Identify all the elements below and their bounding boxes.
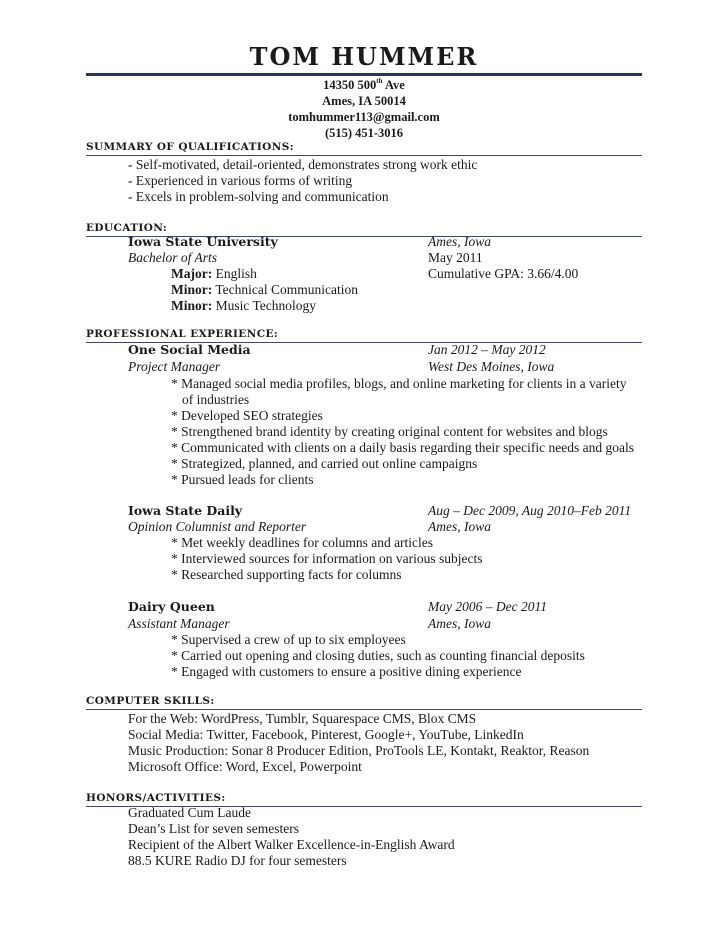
email-address[interactable]: tomhummer113@gmail.com [288,110,440,124]
skill-item: Microsoft Office: Word, Excel, Powerpoint [128,759,362,774]
education-heading: EDUCATION: [86,222,168,234]
minor: Minor: Technical Communication [171,282,359,297]
skill-item: For the Web: WordPress, Tumblr, Squarespace CMS, Blox CMS [128,711,477,726]
candidate-name: TOM HUMMER [249,42,479,71]
experience-heading: PROFESSIONAL EXPERIENCE: [86,328,279,340]
job-bullet: * Strategized, planned, and carried out online campaigns [171,456,478,471]
job-location: West Des Moines, Iowa [428,359,555,374]
city-state-zip: Ames, IA 50014 [322,94,406,108]
employer-name: Iowa State Daily [128,503,243,518]
job-bullet: * Strengthened brand identity by creating original content for websites and blogs [171,424,608,439]
employer-name: Dairy Queen [128,599,215,614]
job-title: Opinion Columnist and Reporter [128,519,307,534]
job-bullet: * Pursued leads for clients [171,472,314,487]
honor-item: Recipient of the Albert Walker Excellence-in-English Award [128,837,455,852]
skill-item: Music Production: Sonar 8 Producer Edition, ProTools LE, Kontakt, Reaktor, Reason [128,743,590,758]
honors-heading: HONORS/ACTIVITIES: [86,792,226,804]
phone-number: (515) 451-3016 [324,126,404,140]
honor-item: Graduated Cum Laude [128,805,251,820]
school-location: Ames, Iowa [428,234,491,249]
employer-name: One Social Media [128,342,251,357]
job-bullet: * Supervised a crew of up to six employees [171,632,406,647]
job-bullet: * Communicated with clients on a daily basis regarding their specific needs and goals [171,440,635,455]
job-bullet: * Met weekly deadlines for columns and articles [171,535,434,550]
gpa: Cumulative GPA: 3.66/4.00 [428,266,579,281]
job-dates: May 2006 – Dec 2011 [428,599,547,614]
job-location: Ames, Iowa [428,616,491,631]
header-divider [86,73,642,76]
job-bullet: * Researched supporting facts for columns [171,567,402,582]
minor: Minor: Music Technology [171,298,317,313]
job-bullet: * Developed SEO strategies [171,408,323,423]
honor-item: 88.5 KURE Radio DJ for four semesters [128,853,347,868]
job-title: Project Manager [128,359,221,374]
job-dates: Aug – Dec 2009, Aug 2010–Feb 2011 [428,503,632,518]
skills-divider [86,709,642,710]
job-bullet: * Interviewed sources for information on various subjects [171,551,483,566]
degree: Bachelor of Arts [128,250,217,265]
skills-heading: COMPUTER SKILLS: [86,695,215,707]
summary-divider [86,155,642,156]
summary-item: - Self-motivated, detail-oriented, demonstrates strong work ethic [128,157,478,172]
job-bullet: * Managed social media profiles, blogs, and online marketing for clients in a variety [171,376,627,391]
summary-item: - Excels in problem-solving and communication [128,189,389,204]
street-address: 14350 500th Ave [323,77,405,92]
honor-item: Dean’s List for seven semesters [128,821,299,836]
job-title: Assistant Manager [128,616,230,631]
summary-item: - Experienced in various forms of writing [128,173,353,188]
job-dates: Jan 2012 – May 2012 [428,342,546,357]
job-bullet: * Carried out opening and closing duties, such as counting financial deposits [171,648,585,663]
summary-heading: SUMMARY OF QUALIFICATIONS: [86,141,294,153]
job-bullet-continuation: of industries [182,392,250,407]
skill-item: Social Media: Twitter, Facebook, Pinterest, Google+, YouTube, LinkedIn [128,727,524,742]
job-bullet: * Engaged with customers to ensure a positive dining experience [171,664,522,679]
job-location: Ames, Iowa [428,519,491,534]
school-name: Iowa State University [128,234,278,249]
graduation-date: May 2011 [428,250,483,265]
major: Major: English [171,266,257,281]
